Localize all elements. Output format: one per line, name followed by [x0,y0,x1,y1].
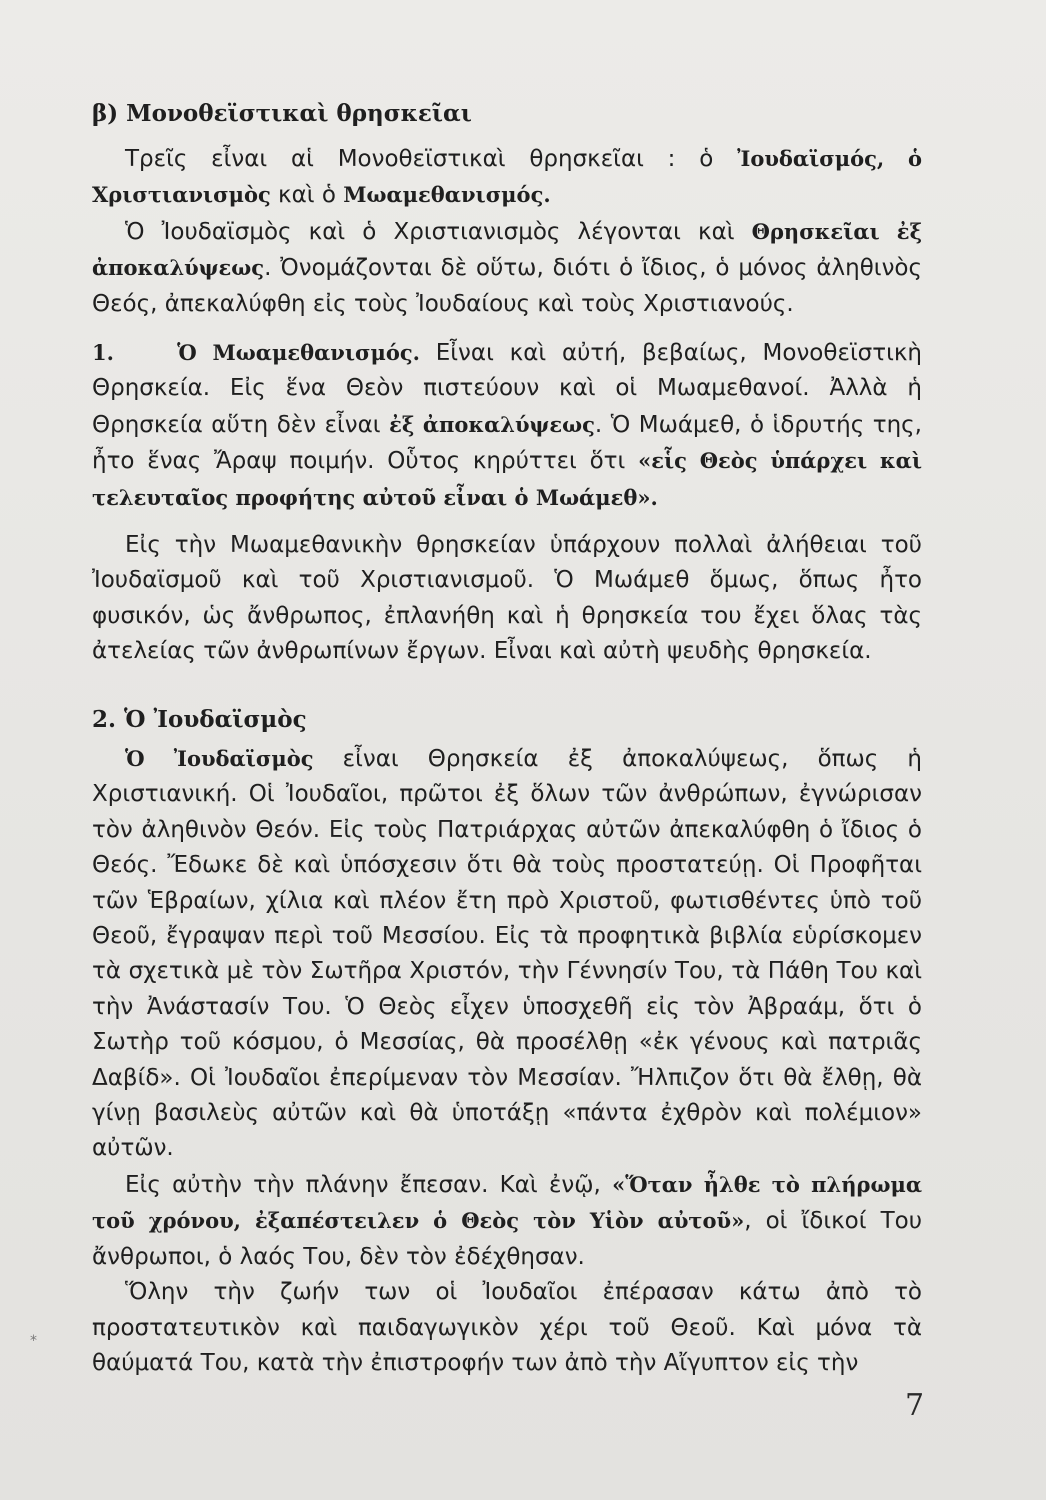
section-judaism [92,706,922,1381]
section-islam [92,335,922,670]
paragraph: 1. Ὁ Μωαμεθανισμός. Εἶναι καὶ αὐτή, βεβαίως, Μονοθεϊστικὴ Θρησκεία. Εἰς ἕνα Θεὸν πιστεύουν καὶ οἱ Μωαμεθανοί. Ἀλλὰ ἡ Θρησκεία αὕτη δὲν εἶναι ἐξ ἀποκαλύψεως. Ὁ Μωάμεθ, ὁ ἱδρυτής της, ἦτο ἕνας Ἄραψ ποιμήν. Οὗτος κηρύττει ὅτι «εἷς Θεὸς ὑπάρχει καὶ τελευταῖος προφήτης αὐτοῦ εἶναι ὁ Μωάμεθ». [92,340,922,510]
paragraph: Εἰς τὴν Μωαμεθανικὴν θρησκείαν ὑπάρχουν πολλαὶ ἀλήθειαι τοῦ Ἰουδαϊσμοῦ καὶ τοῦ Χριστιανισμοῦ. Ὁ Μωάμεθ ὅμως, ὅπως ἦτο φυσικόν, ὡς ἄνθρωπος, ἐπλανήθη καὶ ἡ θρησκεία του ἔχει ὅλας τὰς ἀτελείας τῶν ἀνθρωπίνων ἔργων. Εἶναι καὶ αὐτὴ ψευδὴς θρησκεία. [92,532,922,665]
print-speck: * [30,1333,37,1349]
paragraph: Εἰς αὐτὴν τὴν πλάνην ἔπεσαν. Καὶ ἐνῷ, «Ὅταν ἦλθε τὸ πλήρωμα τοῦ χρόνου, ἐξαπέστειλεν ὁ Θεὸς τὸν Υἱὸν αὐτοῦ», οἱ ἴδικοί Του ἄνθρωποι, ὁ λαός Του, δὲν τὸν ἐδέχθησαν. [92,1171,923,1270]
section-heading: 2. Ὁ Ἰουδαϊσμὸς [92,706,307,733]
paragraph: Ὁ Ἰουδαϊσμὸς καὶ ὁ Χριστιανισμὸς λέγονται καὶ Θρησκεῖαι ἐξ ἀποκαλύψεως. Ὀνομάζονται δὲ οὕτω, διότι ὁ ἴδιος, ὁ μόνος ἀληθινὸς Θεός, ἀπεκαλύφθη εἰς τοὺς Ἰουδαίους καὶ τοὺς Χριστιανούς. [92,218,923,317]
section-monotheistic [92,100,922,322]
paragraph: Ὁ Ἰουδαϊσμὸς εἶναι Θρησκεία ἐξ ἀποκαλύψεως, ὅπως ἡ Χριστιανική. Οἱ Ἰουδαῖοι, πρῶτοι ἐξ ὅλων τῶν ἀνθρώπων, ἐγνώρισαν τὸν ἀληθινὸν Θεόν. Εἰς τοὺς Πατριάρχας αὐτῶν ἀπεκαλύφθη ὁ ἴδιος ὁ Θεός. Ἔδωκε δὲ καὶ ὑπόσχεσιν ὅτι θὰ τοὺς προστατεύῃ. Οἱ Προφῆται τῶν Ἑβραίων, χίλια καὶ πλέον ἔτη πρὸ Χριστοῦ, φωτισθέντες ὑπὸ τοῦ Θεοῦ, ἔγραψαν περὶ τοῦ Μεσσίου. Εἰς τὰ προφητικὰ βιβλία εὑρίσκομεν τὰ σχετικὰ μὲ τὸν Σωτῆρα Χριστόν, τὴν Γέννησίν Του, τὰ Πάθη Του καὶ τὴν Ἀνάστασίν Του. Ὁ Θεὸς εἶχεν ὑποσχεθῆ εἰς τὸν Ἀβραάμ, ὅτι ὁ Σωτὴρ τοῦ κόσμου, ὁ Μεσσίας, θὰ προσέλθῃ «ἐκ γένους καὶ πατριᾶς Δαβίδ». Οἱ Ἰουδαῖοι ἐπερίμεναν τὸν Μεσσίαν. Ἤλπιζον ὅτι θὰ ἔλθῃ, θὰ γίνῃ βασιλεὺς αὐτῶν καὶ θὰ ὑποτάξῃ «πάντα ἐχθρὸν καὶ πολέμιον» αὐτῶν. [92,746,922,1162]
paragraph: Τρεῖς εἶναι αἱ Μονοθεϊστικαὶ θρησκεῖαι : ὁ Ἰουδαϊσμός, ὁ Χριστιανισμὸς καὶ ὁ Μωαμεθανισμός. [92,146,923,209]
section-number: 1. [92,340,114,365]
paragraph: Ὅλην τὴν ζωήν των οἱ Ἰουδαῖοι ἐπέρασαν κάτω ἀπὸ τὸ προστατευτικὸν καὶ παιδαγωγικὸν χέρι τοῦ Θεοῦ. Καὶ μόνα τὰ θαύματά Του, κατὰ τὴν ἐπιστροφήν των ἀπὸ τὴν Αἴγυπτον εἰς τὴν [92,1279,922,1376]
page-number: 7 [905,1388,925,1423]
section-heading: β) Μονοθεϊστικαὶ θρησκεῖαι [92,100,472,127]
